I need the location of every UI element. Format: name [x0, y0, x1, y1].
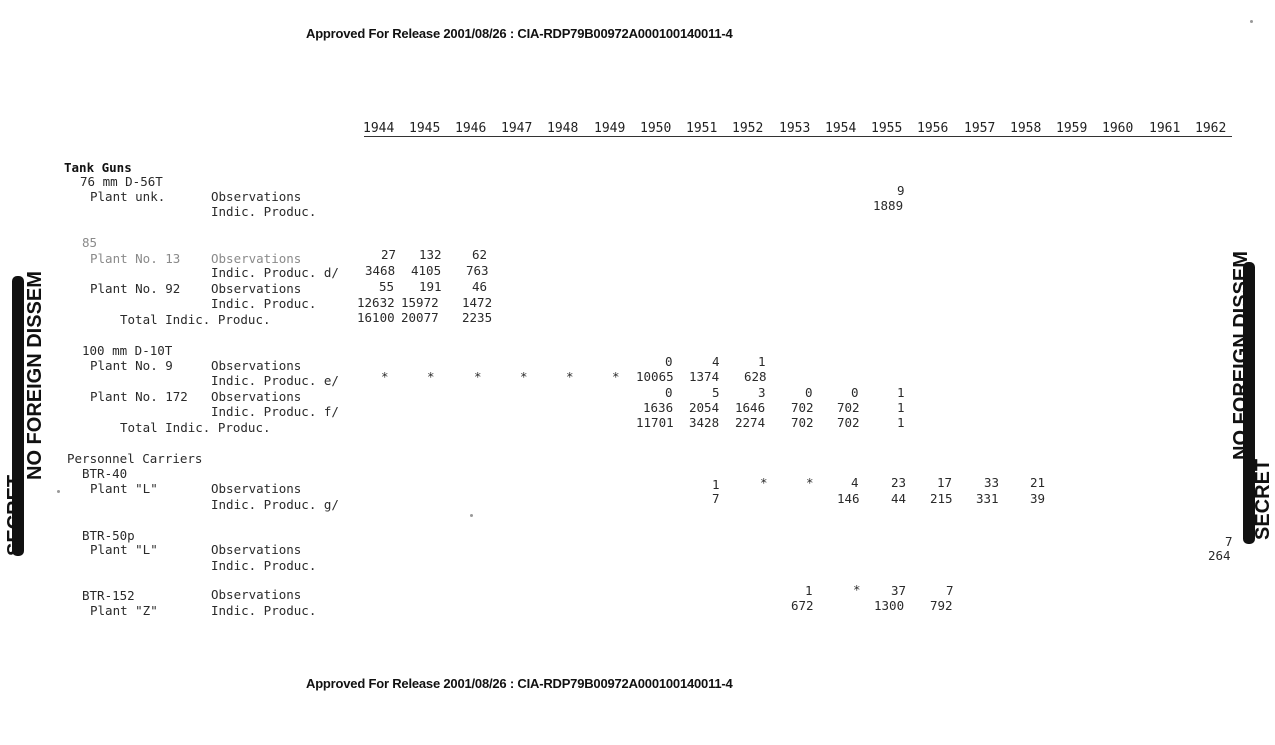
value-cell: 331: [976, 491, 999, 506]
value-cell: 0: [805, 385, 813, 400]
value-cell: 17: [937, 475, 953, 490]
value-cell: 11701: [636, 415, 674, 430]
right-stamp-no-foreign-dissem: NO FOREIGN DISSEM: [1230, 251, 1252, 460]
year-1949: 1949: [594, 121, 626, 136]
value-cell: 3: [758, 385, 766, 400]
value-cell: 4105: [411, 263, 442, 278]
value-cell: 37: [891, 583, 907, 598]
value-cell: *: [853, 582, 861, 597]
value-cell: 1300: [874, 598, 905, 613]
row-label-indic-produc: Indic. Produc. d/: [211, 265, 339, 280]
label-plant-172: Plant No. 172: [90, 389, 188, 404]
value-cell: 3428: [689, 415, 720, 430]
value-cell: 628: [744, 369, 767, 384]
row-label-observations: Observations: [211, 542, 302, 557]
value-cell: 215: [930, 491, 953, 506]
value-cell: *: [760, 475, 768, 490]
year-1961: 1961: [1149, 121, 1181, 136]
value-cell: 3468: [365, 263, 396, 278]
value-cell: 1472: [462, 295, 493, 310]
value-cell: 1: [897, 400, 905, 415]
value-cell: 23: [891, 475, 907, 490]
value-cell: *: [612, 369, 620, 384]
row-label-indic-produc: Indic. Produc.: [211, 204, 317, 219]
label-plant-13: Plant No. 13: [90, 251, 181, 266]
value-cell: 702: [837, 415, 860, 430]
label-plant-l: Plant "L": [90, 481, 158, 496]
scan-speck: [57, 490, 60, 493]
value-cell: *: [520, 369, 528, 384]
year-1959: 1959: [1056, 121, 1088, 136]
value-cell: 1: [897, 415, 905, 430]
scan-speck: [1250, 20, 1253, 23]
value-cell: *: [806, 475, 814, 490]
year-1946: 1946: [455, 121, 487, 136]
left-stamp-secret: SECRET: [4, 474, 26, 556]
label-total-indic-produc: Total Indic. Produc.: [120, 420, 271, 435]
value-cell: 4: [851, 475, 859, 490]
release-banner-bottom: Approved For Release 2001/08/26 : CIA-RDP79B00972A000100140011-4: [306, 676, 733, 691]
value-cell: 33: [984, 475, 1000, 490]
value-cell: 0: [665, 354, 673, 369]
year-underline: [364, 136, 1232, 137]
release-banner-top: Approved For Release 2001/08/26 : CIA-RDP79B00972A000100140011-4: [306, 26, 733, 41]
left-stamp-no-foreign-dissem: NO FOREIGN DISSEM: [24, 271, 46, 480]
year-1953: 1953: [779, 121, 811, 136]
value-cell: *: [474, 369, 482, 384]
value-cell: 1636: [643, 400, 674, 415]
value-cell: 0: [851, 385, 859, 400]
label-plant-92: Plant No. 92: [90, 281, 181, 296]
value-cell: 1374: [689, 369, 720, 384]
value-cell: 46: [472, 279, 488, 294]
value-cell: 5: [712, 385, 720, 400]
value-cell: 55: [379, 279, 395, 294]
year-1945: 1945: [409, 121, 441, 136]
value-cell: 146: [837, 491, 860, 506]
margin-note-7: 7: [1225, 534, 1233, 549]
value-cell: 39: [1030, 491, 1046, 506]
margin-note-264: 264: [1208, 548, 1231, 563]
value-cell: 702: [791, 400, 814, 415]
value-cell: 1: [712, 477, 720, 492]
row-label-observations: Observations: [211, 587, 302, 602]
year-1962: 1962: [1195, 121, 1227, 136]
year-1955: 1955: [871, 121, 903, 136]
year-1951: 1951: [686, 121, 718, 136]
year-1944: 1944: [363, 121, 395, 136]
row-label-indic-produc: Indic. Produc. g/: [211, 497, 339, 512]
value-cell: 2274: [735, 415, 766, 430]
label-100mm-d10t: 100 mm D-10T: [82, 343, 173, 358]
value-cell: 763: [466, 263, 489, 278]
value-cell: 2235: [462, 310, 493, 325]
value-cell: 62: [472, 247, 488, 262]
value-cell: 792: [930, 598, 953, 613]
value-cell: 1: [897, 385, 905, 400]
value-cell: 1: [805, 583, 813, 598]
year-1958: 1958: [1010, 121, 1042, 136]
value-cell: 672: [791, 598, 814, 613]
value-cell: 191: [419, 279, 442, 294]
value-cell: *: [381, 369, 389, 384]
value-cell: 7: [712, 491, 720, 506]
year-1947: 1947: [501, 121, 533, 136]
value-cell: 20077: [401, 310, 439, 325]
value-cell: 21: [1030, 475, 1046, 490]
row-label-observations: Observations: [211, 281, 302, 296]
value-cell: *: [566, 369, 574, 384]
value-cell: 9: [897, 183, 905, 198]
value-cell: 1889: [873, 198, 904, 213]
section-tank-guns: Tank Guns: [64, 160, 132, 175]
label-btr-40: BTR-40: [82, 466, 128, 481]
label-85mm: 85: [82, 235, 98, 250]
value-cell: 132: [419, 247, 442, 262]
row-label-observations: Observations: [211, 481, 302, 496]
year-1960: 1960: [1102, 121, 1134, 136]
right-stamp-secret: SECRET: [1252, 458, 1274, 540]
value-cell: 12632: [357, 295, 395, 310]
value-cell: 15972: [401, 295, 439, 310]
label-btr-152: BTR-152: [82, 588, 135, 603]
year-1950: 1950: [640, 121, 672, 136]
year-1954: 1954: [825, 121, 857, 136]
value-cell: 16100: [357, 310, 395, 325]
year-1957: 1957: [964, 121, 996, 136]
row-label-indic-produc: Indic. Produc. e/: [211, 373, 339, 388]
row-label-indic-produc: Indic. Produc.: [211, 296, 317, 311]
year-1956: 1956: [917, 121, 949, 136]
value-cell: 2054: [689, 400, 720, 415]
value-cell: 0: [665, 385, 673, 400]
row-label-indic-produc: Indic. Produc.: [211, 603, 317, 618]
value-cell: *: [427, 369, 435, 384]
label-plant-unk: Plant unk.: [90, 189, 166, 204]
label-76mm-d56t: 76 mm D-56T: [80, 174, 163, 189]
scan-speck: [470, 514, 473, 517]
value-cell: 702: [837, 400, 860, 415]
value-cell: 702: [791, 415, 814, 430]
value-cell: 27: [381, 247, 397, 262]
row-label-observations: Observations: [211, 189, 302, 204]
value-cell: 1646: [735, 400, 766, 415]
value-cell: 44: [891, 491, 907, 506]
label-total-indic-produc: Total Indic. Produc.: [120, 312, 271, 327]
value-cell: 7: [946, 583, 954, 598]
row-label-observations: Observations: [211, 251, 302, 266]
year-1948: 1948: [547, 121, 579, 136]
year-1952: 1952: [732, 121, 764, 136]
label-plant-z: Plant "Z": [90, 603, 158, 618]
value-cell: 1: [758, 354, 766, 369]
row-label-indic-produc: Indic. Produc. f/: [211, 404, 339, 419]
value-cell: 4: [712, 354, 720, 369]
label-btr-50p: BTR-50p: [82, 528, 135, 543]
label-plant-l: Plant "L": [90, 542, 158, 557]
section-personnel-carriers: Personnel Carriers: [67, 451, 203, 466]
value-cell: 10065: [636, 369, 674, 384]
row-label-observations: Observations: [211, 358, 302, 373]
row-label-observations: Observations: [211, 389, 302, 404]
row-label-indic-produc: Indic. Produc.: [211, 558, 317, 573]
label-plant-9: Plant No. 9: [90, 358, 173, 373]
